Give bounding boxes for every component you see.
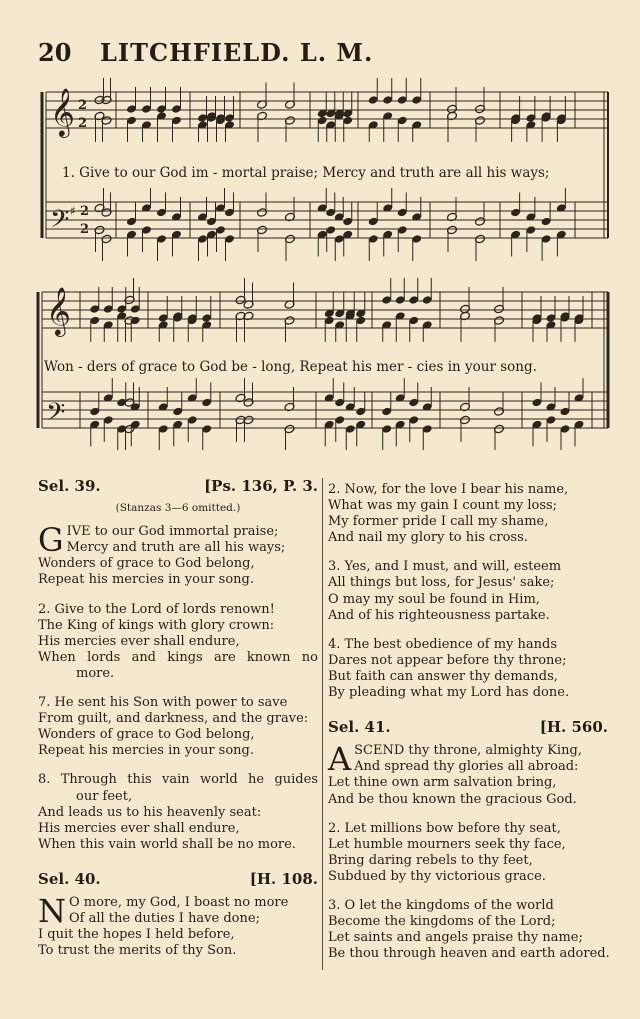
- verse-line: And nail my glory to his cross.: [328, 530, 528, 546]
- dropcap-a: A: [328, 740, 352, 779]
- svg-text:♯: ♯: [70, 204, 76, 218]
- verse-line: 2. Now, for the love I bear his name,: [328, 482, 569, 497]
- sel40-stanza-4: [328, 637, 608, 701]
- tune-title: LITCHFIELD. L. M.: [100, 38, 374, 67]
- svg-text:𝄞: 𝄞: [46, 286, 71, 335]
- verse-line: His mercies ever shall endure,: [38, 633, 240, 649]
- verse-line: Be thou through heaven and earth adored.: [328, 946, 610, 962]
- sel41-stanza-3: [328, 898, 608, 962]
- verse-line: IVE to our God immortal praise;: [66, 524, 279, 540]
- verse-line: 3. Yes, and I must, and will, esteem: [328, 559, 562, 575]
- verse-line: O more, my God, I boast no more: [69, 894, 289, 910]
- lyric-line-1: 1. Give to our God im - mortal praise; Mercy and truth are all his ways;: [62, 165, 550, 181]
- verse-line: When lords and kings are known no: [38, 649, 318, 665]
- verse-line: And be thou known the gracious God.: [328, 791, 577, 807]
- verse-line: And of his righteousness partake.: [328, 607, 550, 623]
- sel39-heading: [38, 478, 318, 494]
- sel41-number: Sel. 41.: [328, 718, 391, 737]
- sel39-reference: [Ps. 136, P. 3.: [204, 477, 318, 495]
- lyric-line-2: Won - ders of grace to God be - long, Repeat his mer - cies in your song.: [44, 359, 537, 375]
- verse-line: 7. He sent his Son with power to save: [38, 695, 288, 711]
- sel40-stanza-1: [38, 891, 318, 959]
- verse-line: What was my gain I count my loss;: [328, 498, 558, 514]
- sel39-stanza-2: [38, 602, 318, 682]
- sel39-stanza-7: [38, 695, 318, 759]
- verse-line: O may my soul be found in Him,: [328, 591, 540, 607]
- svg-text:𝄢: 𝄢: [46, 398, 66, 433]
- verse-line: Bring daring rebels to thy feet,: [328, 852, 533, 868]
- verse-line: Repeat his mercies in your song.: [38, 572, 254, 588]
- verse-line: I quit the hopes I held before,: [38, 927, 235, 943]
- verse-line: Dares not appear before thy throne;: [328, 652, 567, 668]
- right-column: [328, 482, 608, 975]
- verse-line: 2. Let millions bow before thy seat,: [328, 820, 561, 836]
- verse-line: Wonders of grace to God belong,: [38, 727, 255, 743]
- sel40-number: Sel. 40.: [38, 869, 101, 888]
- verse-line: Of all the duties I have done;: [69, 911, 260, 927]
- verse-line: SCEND thy throne, almighty King,: [354, 743, 582, 759]
- verse-line: Let saints and angels praise thy name;: [328, 930, 583, 946]
- verse-line: And leads us to his heavenly seat:: [38, 804, 262, 820]
- page-number: 20: [38, 38, 72, 67]
- verse-line: When this vain world shall be no more.: [38, 836, 296, 852]
- sel40-reference: [H. 108.: [249, 869, 318, 888]
- sel39-stanza-8: [38, 772, 318, 852]
- dropcap-g: G: [38, 521, 64, 560]
- music-score: [0, 0, 640, 450]
- sel39-note: (Stanzas 3—6 omitted.): [115, 502, 241, 515]
- verse-line: Repeat his mercies in your song.: [38, 743, 254, 759]
- svg-text:2: 2: [80, 222, 90, 237]
- sel40-stanza-2: [328, 482, 608, 546]
- dropcap-n: N: [38, 891, 66, 930]
- verse-line: Wonders of grace to God belong,: [38, 556, 255, 572]
- verse-line: The King of kings with glory crown:: [38, 617, 275, 633]
- sel39-stanza-1: [38, 521, 318, 588]
- verse-line: All things but loss, for Jesus' sake;: [328, 575, 555, 591]
- verse-line: His mercies ever shall endure,: [38, 820, 240, 836]
- column-divider: [322, 478, 323, 970]
- verse-line: Subdued by thy victorious grace.: [328, 868, 546, 884]
- left-column: [38, 478, 318, 972]
- verse-line: Mercy and truth are all his ways;: [66, 540, 286, 556]
- verse-line: our feet,: [76, 788, 133, 804]
- svg-text:𝄢: 𝄢: [50, 205, 70, 240]
- svg-text:2: 2: [78, 116, 88, 131]
- verse-line: 8. Through this vain world he guides: [38, 772, 318, 788]
- svg-text:𝄞: 𝄞: [50, 87, 75, 136]
- sel41-reference: [H. 560.: [539, 718, 608, 737]
- verse-line: And spread thy glories all abroad:: [354, 759, 579, 775]
- verse-line: Let thine own arm salvation bring,: [328, 775, 557, 791]
- sel40-heading: [38, 871, 318, 887]
- sel41-stanza-2: [328, 821, 608, 885]
- verse-line: 3. O let the kingdoms of the world: [328, 897, 554, 913]
- svg-text:2: 2: [78, 98, 88, 113]
- verse-line: more.: [76, 665, 115, 681]
- verse-line: Let humble mourners seek thy face,: [328, 836, 566, 852]
- verse-line: To trust the merits of thy Son.: [38, 943, 237, 959]
- verse-line: Become the kingdoms of the Lord;: [328, 914, 556, 930]
- svg-text:2: 2: [80, 204, 90, 219]
- verse-line: By pleading what my Lord has done.: [328, 685, 570, 701]
- sel41-stanza-1: [328, 740, 608, 807]
- verse-line: 2. Give to the Lord of lords renown!: [38, 601, 275, 617]
- sel41-heading: [328, 719, 608, 735]
- verse-line: From guilt, and darkness, and the grave:: [38, 711, 309, 727]
- verse-line: But faith can answer thy demands,: [328, 668, 558, 684]
- verse-line: 4. The best obedience of my hands: [328, 636, 558, 652]
- sel40-stanza-3: [328, 559, 608, 623]
- sel39-number: Sel. 39.: [38, 477, 101, 495]
- verse-line: My former pride I call my shame,: [328, 514, 549, 530]
